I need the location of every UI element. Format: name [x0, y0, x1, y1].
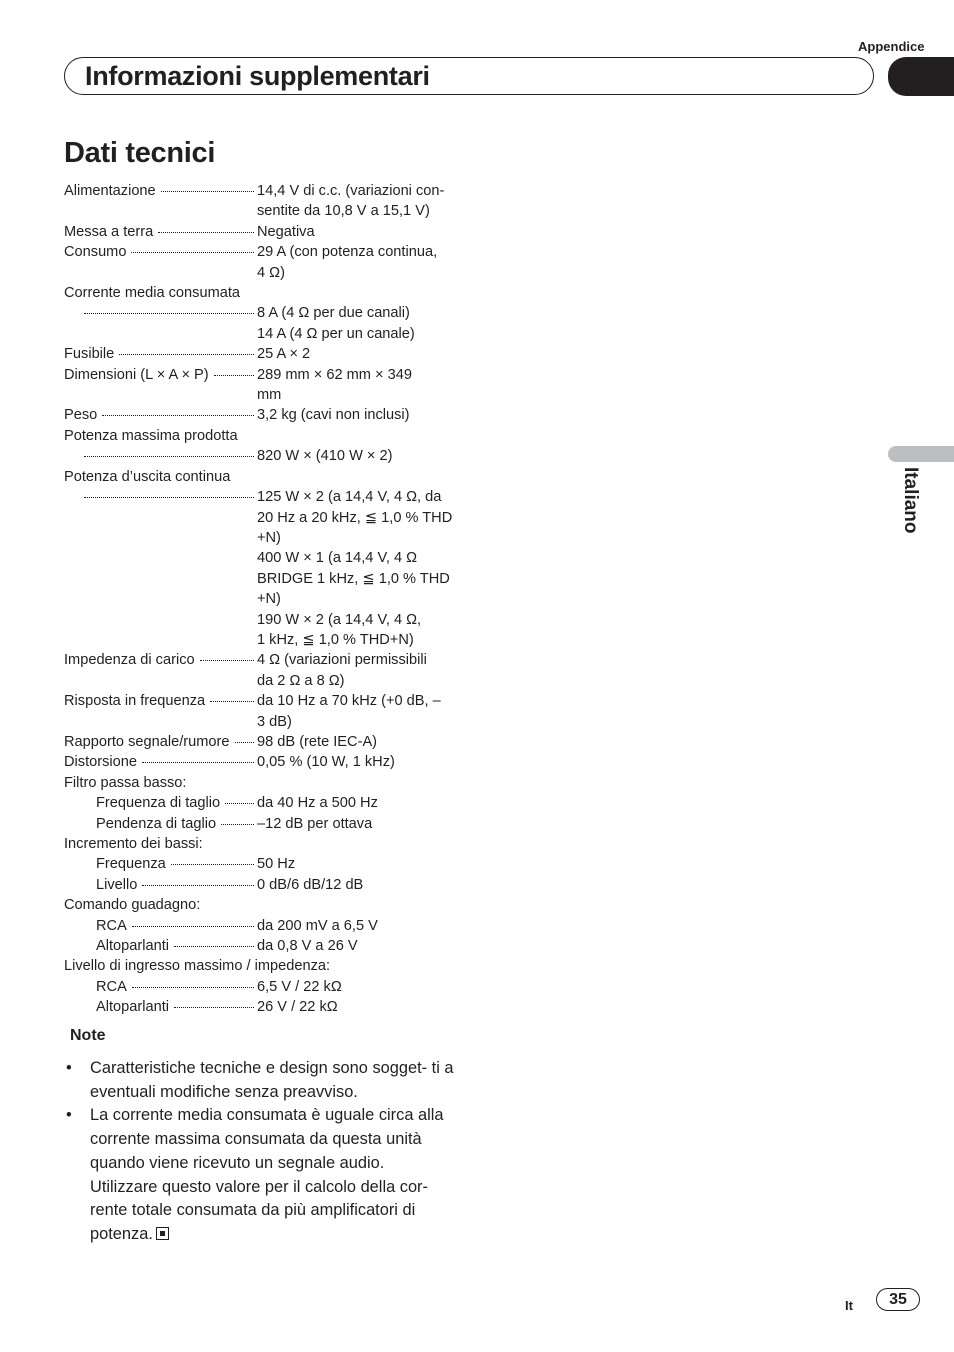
spec-label-text: Livello [96, 876, 138, 893]
spec-value-line: 20 Hz a 20 kHz, ≦ 1,0 % THD [257, 509, 453, 526]
spec-label [64, 752, 257, 772]
spec-row [64, 875, 454, 895]
spec-row [64, 303, 454, 344]
spec-label [64, 446, 257, 466]
spec-value [257, 814, 454, 834]
dot-leader [161, 181, 254, 192]
note-text: Caratteristiche tecniche e design sono sogget- ti a eventuali modifiche senza preavviso. [90, 1059, 454, 1101]
spec-heading: Filtro passa basso: [64, 774, 187, 791]
spec-value [257, 916, 454, 936]
spec-value-line: da 40 Hz a 500 Hz [257, 795, 378, 812]
note-item [64, 1104, 456, 1246]
spec-row [64, 752, 454, 772]
dot-leader [132, 977, 254, 988]
spec-label-text: Rapporto segnale/rumore [64, 733, 230, 750]
spec-label [64, 487, 257, 650]
spec-row [64, 487, 454, 650]
spec-value-line: 0,05 % (10 W, 1 kHz) [257, 754, 395, 771]
dot-leader [158, 222, 254, 233]
spec-value [257, 854, 454, 874]
spec-heading: Incremento dei bassi: [64, 836, 203, 852]
spec-value-line: da 200 mV a 6,5 V [257, 917, 378, 934]
page-number: 35 [876, 1288, 920, 1311]
spec-value-line: 289 mm × 62 mm × 349 [257, 366, 412, 383]
spec-row [64, 977, 454, 997]
appendix-label: Appendice [858, 39, 925, 54]
spec-label [64, 242, 257, 283]
spec-label-text: RCA [96, 978, 127, 995]
spec-label-text: Dimensioni (L × A × P) [64, 366, 209, 383]
spec-row [64, 691, 454, 732]
spec-value [257, 242, 454, 283]
spec-value [257, 936, 454, 956]
spec-value-line: 26 V / 22 kΩ [257, 999, 338, 1016]
spec-value-line: 1 kHz, ≦ 1,0 % THD+N) [257, 631, 414, 648]
spec-label [64, 793, 257, 813]
spec-label-text: Distorsione [64, 754, 137, 771]
dot-leader [131, 242, 254, 253]
spec-value [257, 793, 454, 813]
dot-leader [84, 487, 254, 498]
spec-value [257, 732, 454, 752]
language-tab-marker [888, 446, 954, 462]
section-header [64, 57, 874, 95]
dot-leader [119, 344, 254, 355]
spec-value-line: da 2 Ω a 8 Ω) [257, 672, 345, 689]
dot-leader [142, 875, 254, 886]
spec-label [64, 405, 257, 425]
language-code: It [845, 1298, 853, 1313]
spec-label [64, 997, 257, 1017]
spec-row [64, 732, 454, 752]
spec-value [257, 752, 454, 772]
spec-row [64, 222, 454, 242]
spec-value-line: 25 A × 2 [257, 346, 311, 363]
spec-value-line: 0 dB/6 dB/12 dB [257, 876, 364, 893]
spec-label [64, 854, 257, 874]
spec-label [64, 916, 257, 936]
spec-value [257, 222, 454, 242]
spec-value-line: 14 A (4 Ω per un canale) [257, 325, 415, 342]
dot-leader [174, 936, 254, 947]
spec-row [64, 344, 454, 364]
spec-heading: Comando guadagno: [64, 897, 201, 914]
spec-value [257, 181, 454, 222]
spec-label [64, 365, 257, 406]
spec-label-text: Peso [64, 407, 98, 424]
dot-leader [200, 650, 254, 661]
spec-value-line: 4 Ω (variazioni permissibili [257, 652, 427, 669]
spec-value [257, 365, 454, 406]
spec-label-text: Risposta in frequenza [64, 693, 206, 710]
dot-leader [174, 997, 254, 1008]
spec-row [64, 365, 454, 406]
spec-label [64, 222, 257, 242]
spec-value-line: +N) [257, 529, 281, 546]
spec-row [64, 936, 454, 956]
note-title: Note [70, 1027, 106, 1044]
note-item [64, 1057, 456, 1104]
spec-heading: Livello di ingresso massimo / impedenza: [64, 958, 331, 975]
spec-heading: Potenza d’uscita continua [64, 468, 231, 485]
dot-leader [214, 365, 254, 376]
end-of-section-icon [156, 1227, 169, 1240]
spec-label [64, 691, 257, 732]
spec-value-line: 820 W × (410 W × 2) [257, 448, 393, 465]
spec-value-line: 8 A (4 Ω per due canali) [257, 305, 410, 322]
spec-row [64, 405, 454, 425]
spec-value-line: +N) [257, 591, 281, 608]
spec-label [64, 977, 257, 997]
spec-value-line: mm [257, 387, 282, 404]
spec-label [64, 344, 257, 364]
dot-leader [84, 303, 254, 314]
spec-label [64, 181, 257, 222]
bullet-icon: • [66, 1059, 72, 1077]
spec-label-text: Frequenza [96, 856, 166, 873]
note-list [64, 1057, 456, 1247]
page-title: Dati tecnici [64, 137, 216, 169]
dot-leader [84, 446, 254, 457]
spec-label-text: Frequenza di taglio [96, 795, 221, 812]
spec-label [64, 875, 257, 895]
spec-value-line: 14,4 V di c.c. (variazioni con- [257, 183, 445, 199]
spec-value-line: Negativa [257, 223, 315, 240]
bullet-icon: • [66, 1106, 72, 1125]
spec-label-text: Consumo [64, 244, 127, 261]
spec-value-line: 4 Ω) [257, 264, 285, 281]
dot-leader [221, 814, 254, 825]
spec-row [64, 916, 454, 936]
spec-label-text: Alimentazione [64, 183, 156, 199]
spec-row [64, 181, 454, 222]
spec-value-line: 400 W × 1 (a 14,4 V, 4 Ω [257, 550, 418, 567]
spec-value-line: –12 dB per ottava [257, 815, 373, 832]
spec-row [64, 242, 454, 283]
spec-value-line: BRIDGE 1 kHz, ≦ 1,0 % THD [257, 570, 450, 587]
spec-value [257, 405, 454, 425]
spec-value [257, 691, 454, 732]
spec-value-line: da 10 Hz a 70 kHz (+0 dB, – [257, 693, 441, 710]
spec-value [257, 997, 454, 1017]
spec-row [64, 446, 454, 466]
spec-label [64, 650, 257, 691]
spec-value-line: 190 W × 2 (a 14,4 V, 4 Ω, [257, 611, 422, 628]
spec-label [64, 303, 257, 344]
spec-value-line: 29 A (con potenza continua, [257, 244, 438, 261]
spec-value-line: 125 W × 2 (a 14,4 V, 4 Ω, da [257, 489, 442, 506]
language-label: Italiano [900, 467, 921, 534]
spec-row [64, 793, 454, 813]
spec-label-text: Messa a terra [64, 223, 154, 240]
dot-leader [142, 752, 254, 763]
spec-value-line: da 0,8 V a 26 V [257, 938, 358, 955]
dot-leader [171, 854, 254, 865]
spec-row [64, 814, 454, 834]
dot-leader [210, 691, 254, 702]
spec-row [64, 854, 454, 874]
spec-value-line: 3,2 kg (cavi non inclusi) [257, 407, 410, 424]
spec-value-line: 50 Hz [257, 856, 296, 873]
dot-leader [132, 916, 254, 927]
spec-heading: Potenza massima prodotta [64, 427, 238, 444]
spec-value-line: 98 dB (rete IEC-A) [257, 733, 378, 750]
spec-value [257, 303, 454, 344]
dot-leader [225, 793, 254, 804]
spec-label-text: Fusibile [64, 346, 115, 363]
spec-label [64, 936, 257, 956]
section-tab-marker [888, 57, 954, 96]
spec-value [257, 977, 454, 997]
spec-label-text: Impedenza di carico [64, 652, 195, 669]
spec-label [64, 732, 257, 752]
spec-row [64, 997, 454, 1017]
spec-value [257, 446, 454, 466]
spec-label [64, 814, 257, 834]
spec-list [64, 181, 454, 1018]
spec-heading: Corrente media consumata [64, 285, 241, 302]
spec-label-text: Altoparlanti [96, 999, 170, 1016]
spec-value-line: 6,5 V / 22 kΩ [257, 978, 342, 995]
spec-label-text: RCA [96, 917, 127, 934]
dot-leader [102, 405, 254, 416]
spec-row [64, 650, 454, 691]
note-text: La corrente media consumata è uguale circa alla corrente massima consumata da questa unità quando viene ricevuto un segnale audio. Utilizzare questo valore per il calcolo della cor- rente totale consumata da più amplificatori di potenza. [90, 1106, 444, 1243]
spec-value-line: sentite da 10,8 V a 15,1 V) [257, 203, 430, 220]
dot-leader [235, 732, 255, 743]
spec-value [257, 344, 454, 364]
spec-value-line: 3 dB) [257, 713, 292, 730]
spec-value [257, 650, 454, 691]
spec-label-text: Pendenza di taglio [96, 815, 217, 832]
section-title: Informazioni supplementari [85, 61, 430, 91]
spec-value [257, 487, 454, 650]
spec-label-text: Altoparlanti [96, 938, 170, 955]
spec-value [257, 875, 454, 895]
